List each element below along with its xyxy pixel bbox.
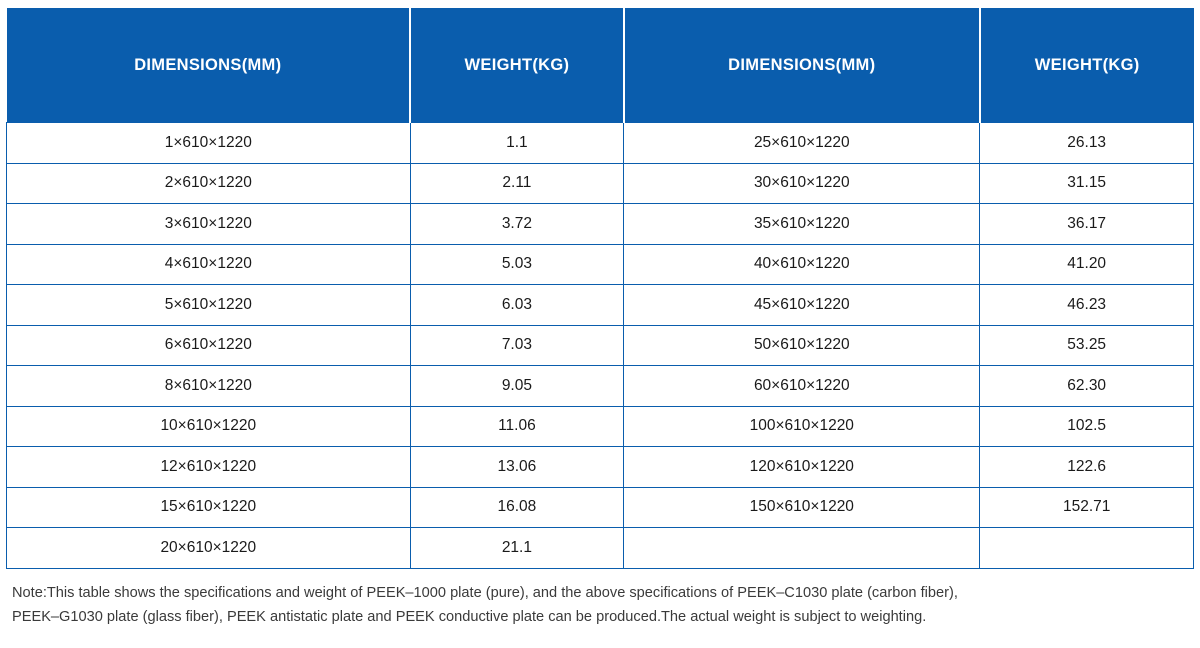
cell-dimensions-right: 45×610×1220: [624, 285, 980, 326]
cell-dimensions-right: 150×610×1220: [624, 487, 980, 528]
cell-dimensions-right: 25×610×1220: [624, 123, 980, 164]
cell-dimensions-right: 120×610×1220: [624, 447, 980, 488]
cell-dimensions-left: 15×610×1220: [7, 487, 411, 528]
table-row: [7, 528, 1194, 569]
column-header-weight-right: WEIGHT(KG): [980, 8, 1194, 123]
table-row: [7, 204, 1194, 245]
cell-weight-left: 1.1: [410, 123, 624, 164]
column-header-dimensions-left: DIMENSIONS(MM): [7, 8, 411, 123]
cell-weight-right: 31.15: [980, 163, 1194, 204]
table-row: [7, 123, 1194, 164]
table-header: [7, 8, 1194, 123]
cell-dimensions-left: 4×610×1220: [7, 244, 411, 285]
cell-weight-right: 102.5: [980, 406, 1194, 447]
cell-dimensions-left: 12×610×1220: [7, 447, 411, 488]
cell-weight-right: 36.17: [980, 204, 1194, 245]
cell-weight-left: 16.08: [410, 487, 624, 528]
cell-weight-left: 2.11: [410, 163, 624, 204]
cell-dimensions-right: 50×610×1220: [624, 325, 980, 366]
table-note: [12, 581, 1188, 629]
cell-weight-right: 46.23: [980, 285, 1194, 326]
cell-weight-left: 6.03: [410, 285, 624, 326]
table-row: [7, 325, 1194, 366]
table-row: [7, 447, 1194, 488]
cell-weight-right: 62.30: [980, 366, 1194, 407]
specifications-table: [6, 8, 1194, 569]
table-header-row: [7, 8, 1194, 123]
cell-dimensions-left: 20×610×1220: [7, 528, 411, 569]
cell-weight-left: 21.1: [410, 528, 624, 569]
table-note-line-2: PEEK–G1030 plate (glass fiber), PEEK antistatic plate and PEEK conductive plate can be produced.The actual weight is subject to weighting.: [12, 608, 927, 625]
cell-dimensions-right: 40×610×1220: [624, 244, 980, 285]
cell-weight-right: [980, 528, 1194, 569]
cell-weight-left: 7.03: [410, 325, 624, 366]
cell-weight-right: 122.6: [980, 447, 1194, 488]
table-row: [7, 244, 1194, 285]
table-row: [7, 285, 1194, 326]
table-row: [7, 406, 1194, 447]
cell-weight-left: 13.06: [410, 447, 624, 488]
table-note-line-1: Note:This table shows the specifications and weight of PEEK–1000 plate (pure), and the above specifications of PEEK–C1030 plate (carbon fiber),: [12, 584, 958, 601]
cell-dimensions-left: 5×610×1220: [7, 285, 411, 326]
cell-weight-right: 26.13: [980, 123, 1194, 164]
cell-weight-left: 3.72: [410, 204, 624, 245]
cell-weight-right: 41.20: [980, 244, 1194, 285]
cell-dimensions-right: 35×610×1220: [624, 204, 980, 245]
cell-dimensions-left: 8×610×1220: [7, 366, 411, 407]
cell-dimensions-right: [624, 528, 980, 569]
table-row: [7, 163, 1194, 204]
cell-dimensions-left: 3×610×1220: [7, 204, 411, 245]
cell-dimensions-right: 30×610×1220: [624, 163, 980, 204]
cell-dimensions-right: 100×610×1220: [624, 406, 980, 447]
table-row: [7, 366, 1194, 407]
cell-weight-left: 9.05: [410, 366, 624, 407]
cell-dimensions-right: 60×610×1220: [624, 366, 980, 407]
column-header-weight-left: WEIGHT(KG): [410, 8, 624, 123]
table-row: [7, 487, 1194, 528]
column-header-dimensions-right: DIMENSIONS(MM): [624, 8, 980, 123]
table-body: [7, 123, 1194, 569]
cell-dimensions-left: 1×610×1220: [7, 123, 411, 164]
cell-weight-left: 11.06: [410, 406, 624, 447]
cell-weight-left: 5.03: [410, 244, 624, 285]
cell-dimensions-left: 6×610×1220: [7, 325, 411, 366]
cell-weight-right: 53.25: [980, 325, 1194, 366]
cell-dimensions-left: 2×610×1220: [7, 163, 411, 204]
cell-dimensions-left: 10×610×1220: [7, 406, 411, 447]
cell-weight-right: 152.71: [980, 487, 1194, 528]
